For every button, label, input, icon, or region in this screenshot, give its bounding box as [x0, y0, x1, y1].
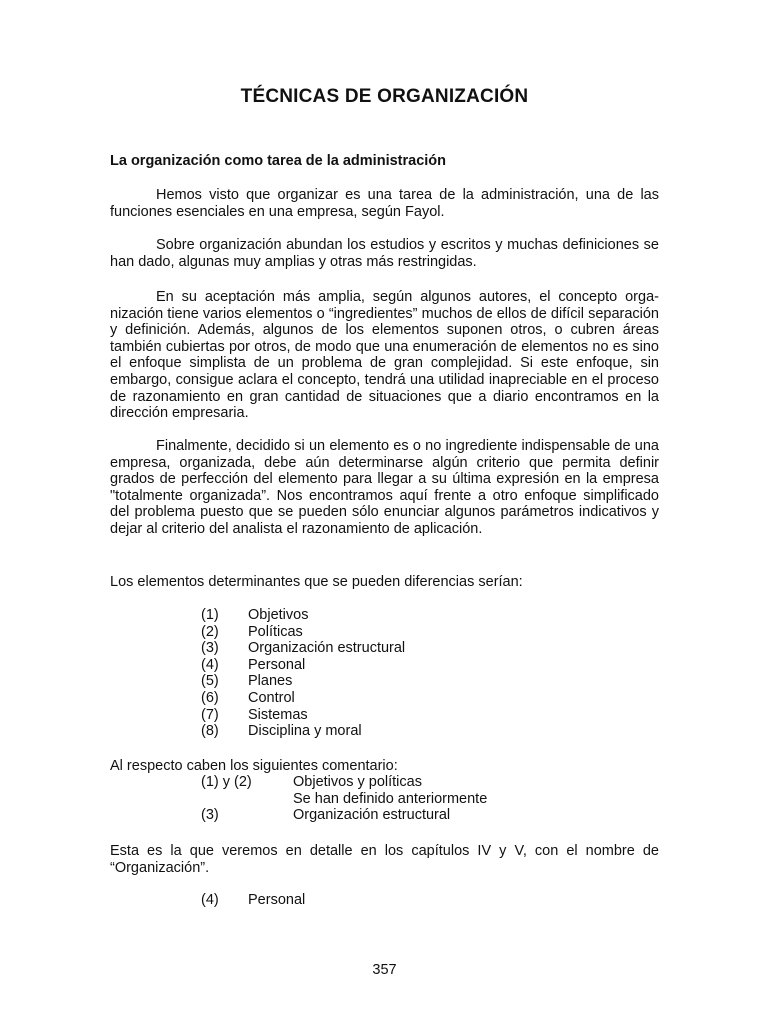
list-item-number: (4)	[201, 892, 219, 908]
page-number: 357	[372, 962, 397, 978]
list-item-number: (4)	[201, 656, 219, 673]
list-item	[201, 892, 305, 908]
list-item	[110, 657, 659, 674]
page-title: TÉCNICAS DE ORGANIZACIÓN	[240, 86, 529, 107]
comment-text: Se han definido anteriormente	[293, 790, 488, 807]
closing-paragraph: Esta es la que veremos en detalle en los capítulos IV y V, con el nombre de “Organización”.	[110, 843, 659, 876]
comment-number: (3)	[201, 807, 219, 824]
paragraph: Sobre organización abundan los estudios y escritos y muchas definiciones se han dado, algunas muy amplias y otras más restringidas.	[110, 237, 659, 270]
list-item	[110, 690, 659, 707]
paragraph: Finalmente, decidido si un elemento es o no ingrediente indispensable de una empresa, organizada, debe aún determinarse algún criterio que permita definir grados de perfección del elemento para llegar a su última expresión en la empresa "totalmente organizada”. Nos encontramos aquí frente a otro enfoque simplificado del problema puesto que se pueden sólo enunciar algunos parámetros indicativos y dejar al criterio del analista el razonamiento de aplicación.	[110, 438, 659, 537]
paragraph: Hemos visto que organizar es una tarea de la administración, una de las funciones esenciales en una empresa, según Fayol.	[110, 187, 659, 220]
list-item	[110, 673, 659, 690]
comment-text: Organización estructural	[293, 807, 451, 824]
list-item-label: Objetivos	[248, 607, 309, 623]
list-item-number: (3)	[201, 640, 219, 657]
document-page	[110, 0, 659, 1024]
comment-text: Objetivos y políticas	[293, 774, 422, 790]
list-item	[110, 607, 659, 624]
list-item	[110, 640, 659, 657]
list-item-label: Personal	[248, 892, 306, 908]
list-item-label: Políticas	[248, 623, 303, 640]
list-item-label: Planes	[248, 673, 293, 690]
comment-item	[110, 791, 659, 808]
list-item-number: (2)	[201, 623, 219, 640]
list-item-number: (6)	[201, 689, 219, 706]
list-item-label: Organización estructural	[248, 640, 406, 657]
list-item-label: Disciplina y moral	[248, 723, 362, 740]
list-item-number: (5)	[201, 673, 219, 690]
comment-number: (1) y (2)	[201, 774, 252, 790]
elements-list	[110, 607, 659, 740]
list-item-number: (8)	[201, 723, 219, 740]
list-intro: Los elementos determinantes que se pueden diferencias serían:	[110, 574, 523, 590]
list-item-number: (1)	[201, 607, 219, 623]
comment-item	[110, 807, 659, 824]
list-item-number: (7)	[201, 706, 219, 723]
paragraph: En su aceptación más amplia, según algunos autores, el concepto organización tiene varios elementos o “ingredientes” muchos de ellos de difícil separación y definición. Además, algunos de los elementos suponen otros, o cubren áreas también cubiertas por otros, de modo que una enumeración de elementos no es sino el enfoque simplista de un problema de gran complejidad. Si este enfoque, sin embargo, consigue aclara el concepto, tendrá una utilidad inapreciable en el proceso de razonamiento en gran cantidad de situaciones que a diario encontramos en la dirección empresaria.	[110, 289, 659, 422]
list-item	[110, 723, 659, 740]
section-heading: La organización como tarea de la administración	[110, 153, 447, 169]
comment-item	[110, 774, 659, 791]
comments-intro: Al respecto caben los siguientes comentario:	[110, 758, 398, 774]
list-item	[110, 624, 659, 641]
list-item-label: Personal	[248, 656, 306, 673]
list-item	[110, 707, 659, 724]
list-item-label: Sistemas	[248, 706, 308, 723]
comment-number	[201, 791, 293, 808]
comments-list	[110, 774, 659, 824]
list-item-label: Control	[248, 689, 295, 706]
